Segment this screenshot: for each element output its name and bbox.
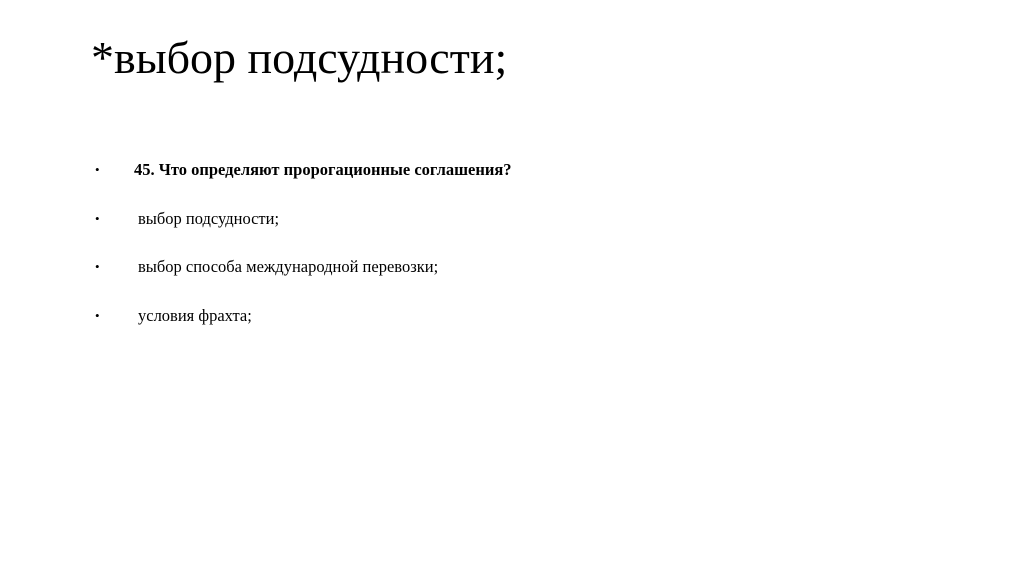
- bullet-marker: •: [95, 162, 100, 177]
- question-item: [95, 158, 945, 182]
- answer-option-3: [95, 304, 945, 328]
- answer-option-2: [95, 255, 945, 279]
- bullet-marker: •: [95, 259, 100, 275]
- question-text: 45. Что определяют пророгационные соглашения?: [134, 160, 512, 179]
- bullet-marker: •: [95, 210, 100, 226]
- bullet-marker: •: [95, 308, 100, 324]
- bullet-list: [95, 158, 945, 353]
- answer-option-text: условия фрахта;: [138, 306, 252, 326]
- answer-option-1: [95, 207, 945, 231]
- answer-option-text: выбор способа международной перевозки;: [138, 257, 439, 277]
- slide-title: *выбор подсудности;: [91, 32, 508, 83]
- answer-option-text: выбор подсудности;: [138, 208, 280, 228]
